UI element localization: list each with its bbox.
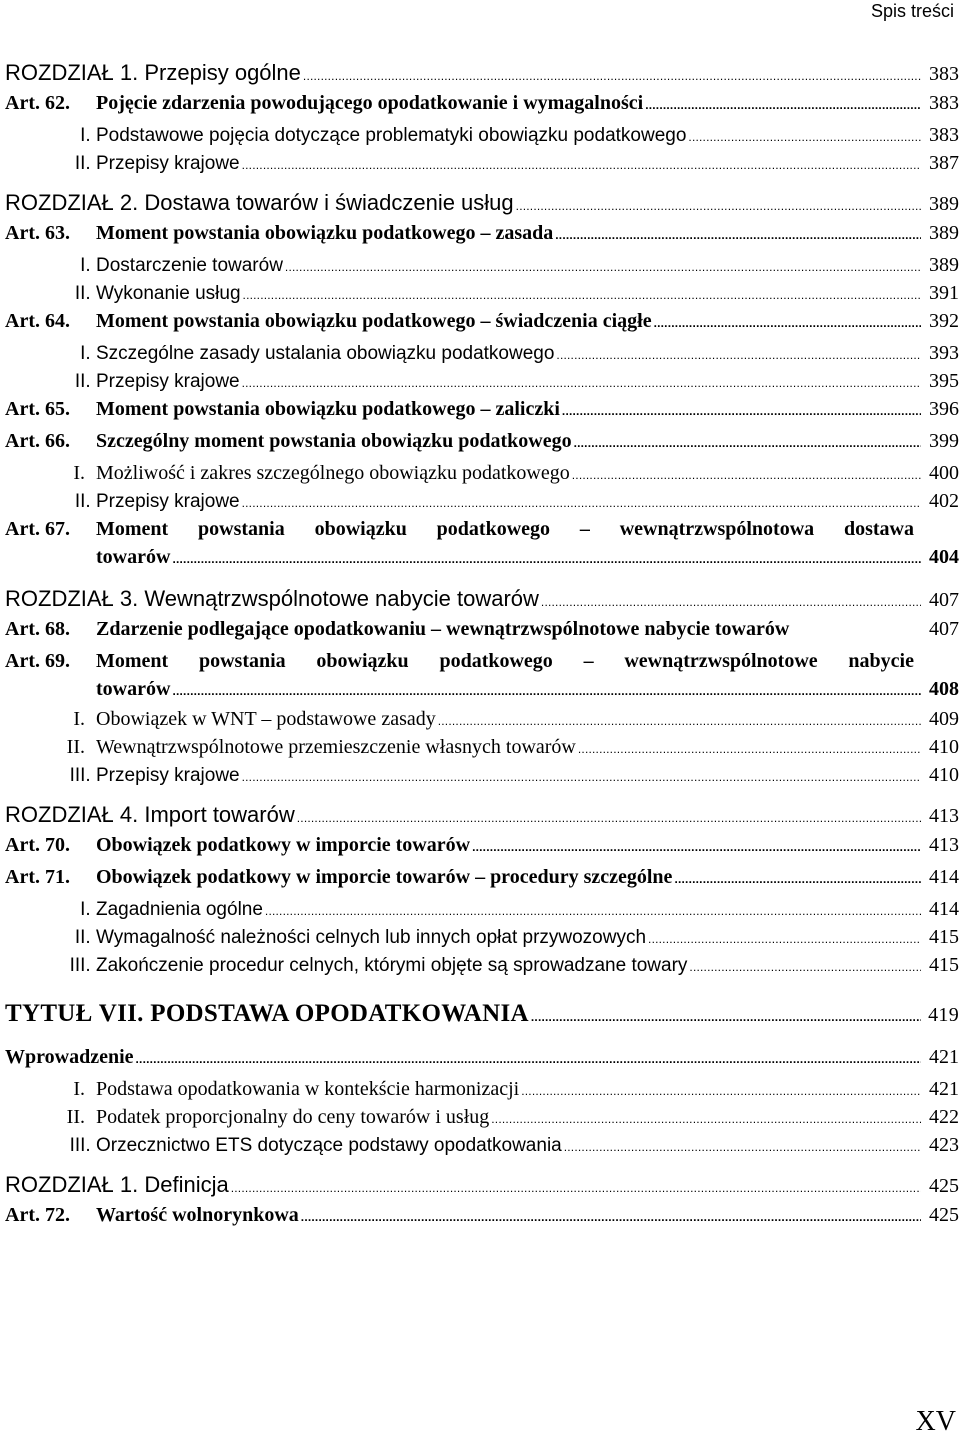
section-number: II. [66, 1106, 85, 1128]
dot-leader [521, 1084, 921, 1098]
table-of-contents [5, 60, 960, 1236]
entry-title: ROZDZIAŁ 2. Dostawa towarów i świadczenie usług [5, 190, 514, 215]
entry-title: Przepisy krajowe [96, 765, 240, 786]
section-number: III. [69, 765, 91, 786]
article-number: Art. 64. [5, 310, 70, 332]
dot-leader [285, 260, 921, 274]
page-ref: 402 [929, 490, 959, 512]
article-number: Art. 71. [5, 866, 70, 888]
toc-entry-section[interactable] [5, 1106, 959, 1134]
page-ref: 391 [929, 282, 959, 304]
page-ref: 396 [929, 398, 959, 420]
page-ref: 407 [929, 589, 959, 611]
page-ref: 389 [929, 254, 959, 276]
dot-leader [562, 404, 921, 418]
article-number: Art. 68. [5, 618, 70, 640]
section-number-cell [5, 343, 96, 365]
toc-entry-section[interactable] [5, 1134, 959, 1162]
section-number-cell [5, 899, 96, 921]
entry-title: ROZDZIAŁ 1. Definicja [5, 1172, 229, 1197]
dot-leader [472, 840, 921, 854]
section-number-cell [5, 955, 96, 977]
entry-title: Moment powstania obowiązku podatkowego – świadczenia ciągłe [96, 310, 652, 332]
toc-entry-section[interactable] [5, 370, 959, 398]
section-number: II. [74, 283, 91, 304]
toc-entry-chapter[interactable] [5, 1172, 959, 1204]
entry-title: ROZDZIAŁ 3. Wewnątrzwspólnotowe nabycie towarów [5, 586, 539, 611]
section-number-cell [5, 1106, 96, 1129]
page-ref: 414 [929, 898, 959, 920]
dot-leader [242, 770, 921, 784]
page-ref: 415 [929, 926, 959, 948]
dot-leader [555, 228, 921, 242]
section-number: II. [74, 927, 91, 948]
toc-entry-article[interactable] [5, 92, 959, 124]
entry-title: Obowiązek podatkowy w imporcie towarów – procedury szczególne [96, 866, 673, 888]
dot-leader [242, 376, 921, 390]
toc-entry-section[interactable] [5, 124, 959, 152]
running-header: Spis treści [870, 1, 954, 21]
entry-title: Moment powstania obowiązku podatkowego – wewnątrzwspólnotowa dostawa [96, 518, 914, 540]
section-number: I. [73, 462, 85, 484]
section-number-cell [5, 736, 96, 759]
page-ref: 414 [929, 866, 959, 888]
toc-entry-article[interactable] [5, 430, 959, 462]
toc-entry-article[interactable] [5, 518, 960, 576]
dot-leader [645, 98, 921, 112]
section-number-cell [5, 153, 96, 175]
section-number-cell [5, 927, 96, 949]
section-number-cell [5, 371, 96, 393]
spacer [5, 576, 960, 586]
toc-entry-chapter[interactable] [5, 802, 959, 834]
dot-leader [556, 348, 921, 362]
article-number: Art. 62. [5, 92, 70, 114]
section-number-cell [5, 255, 96, 277]
entry-title-continued: towarów [96, 546, 171, 568]
page-ref: 395 [929, 370, 959, 392]
toc-entry-section[interactable] [5, 490, 959, 518]
entry-title: Obowiązek podatkowy w imporcie towarów [96, 834, 471, 856]
dot-leader [242, 158, 921, 172]
dot-leader [172, 684, 921, 698]
toc-entry-section[interactable] [5, 282, 959, 310]
entry-title: Zagadnienia ogólne [96, 899, 263, 920]
page-ref: 423 [929, 1134, 959, 1156]
section-number-cell [5, 283, 96, 305]
section-number-cell [5, 1078, 96, 1101]
dot-leader [243, 288, 921, 302]
entry-title: Dostarczenie towarów [96, 255, 283, 276]
dot-leader [303, 69, 921, 83]
page-ref: 400 [929, 462, 959, 484]
toc-entry-section[interactable] [5, 764, 959, 792]
toc-entry-article[interactable] [5, 866, 959, 898]
spacer [5, 982, 960, 1000]
dot-leader [438, 714, 921, 728]
section-number-cell [5, 1135, 96, 1157]
entry-title: Podatek proporcjonalny do ceny towarów i usług [96, 1106, 490, 1128]
section-number: II. [66, 736, 85, 758]
section-number: III. [69, 955, 91, 976]
toc-entry-section[interactable] [5, 926, 959, 954]
page-number: XV [915, 1406, 956, 1437]
toc-entry-article[interactable] [5, 1204, 959, 1236]
article-number: Art. 72. [5, 1204, 70, 1226]
spacer [5, 1162, 960, 1172]
toc-entry-section[interactable] [5, 898, 959, 926]
entry-title: Pojęcie zdarzenia powodującego opodatkowanie i wymagalności [96, 92, 644, 114]
section-number-cell [5, 765, 96, 787]
section-number: III. [69, 1135, 91, 1156]
page-ref: 399 [929, 430, 959, 452]
page-ref: 383 [929, 63, 959, 85]
toc-entry-section[interactable] [5, 342, 959, 370]
toc-entry-section[interactable] [5, 708, 959, 736]
page-ref: 387 [929, 152, 959, 174]
page-ref: 393 [929, 342, 959, 364]
dot-leader [578, 742, 921, 756]
article-number: Art. 70. [5, 834, 70, 856]
page-ref: 425 [929, 1204, 959, 1226]
section-number: I. [73, 1078, 85, 1100]
dot-leader [688, 130, 921, 144]
entry-title: Przepisy krajowe [96, 371, 240, 392]
section-number: I. [80, 343, 91, 364]
toc-entry-article[interactable] [5, 398, 959, 430]
page-ref: 422 [929, 1106, 959, 1128]
toc-entry-section[interactable] [5, 954, 959, 982]
dot-leader [136, 1052, 921, 1066]
section-number-cell [5, 125, 96, 147]
entry-title: Moment powstania obowiązku podatkowego – zaliczki [96, 398, 560, 420]
page-ref: 421 [929, 1078, 959, 1100]
entry-title: Przepisy krajowe [96, 153, 240, 174]
page-ref: 410 [929, 736, 959, 758]
entry-title: Moment powstania obowiązku podatkowego – wewnątrzwspólnotowe nabycie [96, 650, 914, 672]
entry-title: ROZDZIAŁ 1. Przepisy ogólne [5, 60, 301, 85]
toc-entry-title[interactable] [5, 1000, 959, 1040]
section-number: I. [80, 899, 91, 920]
section-number: II. [74, 491, 91, 512]
dot-leader [541, 595, 921, 609]
entry-title: Wprowadzenie [5, 1046, 134, 1068]
page-ref: 389 [929, 193, 959, 215]
entry-title: TYTUŁ VII. PODSTAWA OPODATKOWANIA [5, 1000, 529, 1027]
entry-title: Moment powstania obowiązku podatkowego – zasada [96, 222, 554, 244]
entry-title: Zdarzenie podlegające opodatkowaniu – wewnątrzwspólnotowe nabycie towarów [96, 618, 790, 640]
page-ref: 409 [929, 708, 959, 730]
toc-entry-article[interactable] [5, 310, 959, 342]
page-ref: 392 [929, 310, 959, 332]
article-number: Art. 66. [5, 430, 70, 452]
dot-leader [301, 1210, 921, 1224]
dot-leader [231, 1181, 921, 1195]
entry-title: Możliwość i zakres szczególnego obowiązku podatkowego [96, 462, 570, 484]
page-ref: 415 [929, 954, 959, 976]
page-ref: 425 [929, 1175, 959, 1197]
dot-leader [654, 316, 921, 330]
spacer [5, 180, 960, 190]
section-number-cell [5, 708, 96, 731]
toc-entry-article[interactable] [5, 618, 959, 650]
page-ref: 404 [929, 546, 959, 568]
dot-leader [572, 468, 921, 482]
section-number: I. [73, 708, 85, 730]
entry-title: Podstawa opodatkowania w kontekście harmonizacji [96, 1078, 520, 1100]
entry-title: Orzecznictwo ETS dotyczące podstawy opodatkowania [96, 1135, 562, 1156]
entry-title: Zakończenie procedur celnych, którymi objęte są sprowadzane towary [96, 955, 688, 976]
page-ref: 410 [929, 764, 959, 786]
entry-title: Przepisy krajowe [96, 491, 240, 512]
toc-entry-chapter[interactable] [5, 60, 959, 92]
toc-entry-section[interactable] [5, 736, 959, 764]
dot-leader [674, 872, 921, 886]
dot-leader [242, 496, 921, 510]
entry-title-continued: towarów [96, 678, 171, 700]
toc-entry-article[interactable] [5, 650, 960, 708]
dot-leader [564, 1140, 921, 1154]
dot-leader [297, 811, 921, 825]
article-number: Art. 67. [5, 518, 70, 540]
entry-title: Obowiązek w WNT – podstawowe zasady [96, 708, 436, 730]
entry-title: Wewnątrzwspólnotowe przemieszczenie własnych towarów [96, 736, 576, 758]
article-number: Art. 63. [5, 222, 70, 244]
article-number: Art. 65. [5, 398, 70, 420]
toc-entry-section[interactable] [5, 254, 959, 282]
entry-title: Szczególne zasady ustalania obowiązku podatkowego [96, 343, 555, 364]
section-number-cell [5, 491, 96, 513]
toc-entry-section[interactable] [5, 1078, 959, 1106]
page-ref: 421 [929, 1046, 959, 1068]
toc-entry-section[interactable] [5, 462, 959, 490]
page-ref: 383 [929, 124, 959, 146]
toc-entry-article[interactable] [5, 222, 959, 254]
toc-entry-chapter[interactable] [5, 190, 959, 222]
dot-leader [531, 1010, 921, 1024]
article-number: Art. 69. [5, 650, 70, 672]
toc-entry-section[interactable] [5, 152, 959, 180]
page-ref: 419 [928, 1004, 959, 1026]
section-number: II. [74, 153, 91, 174]
entry-title: Szczególny moment powstania obowiązku podatkowego [96, 430, 572, 452]
page-ref: 408 [929, 678, 959, 700]
entry-title: Podstawowe pojęcia dotyczące problematyki obowiązku podatkowego [96, 125, 687, 146]
entry-title: ROZDZIAŁ 4. Import towarów [5, 802, 295, 827]
toc-entry-chapter[interactable] [5, 586, 959, 618]
dot-leader [516, 199, 921, 213]
section-number: I. [80, 125, 91, 146]
entry-title: Wykonanie usług [96, 283, 241, 304]
entry-title: Wartość wolnorynkowa [96, 1204, 299, 1226]
toc-entry-article[interactable] [5, 834, 959, 866]
section-number: II. [74, 371, 91, 392]
dot-leader [491, 1112, 921, 1126]
section-number: I. [80, 255, 91, 276]
page-ref: 413 [929, 834, 959, 856]
page-ref: 383 [929, 92, 959, 114]
page-ref: 413 [929, 805, 959, 827]
spacer [5, 792, 960, 802]
dot-leader [172, 552, 921, 566]
section-number-cell [5, 462, 96, 485]
dot-leader [648, 932, 921, 946]
dot-leader [265, 904, 921, 918]
dot-leader [689, 960, 921, 974]
page-ref: 389 [929, 222, 959, 244]
toc-entry-introduction[interactable] [5, 1046, 959, 1078]
dot-leader [574, 436, 921, 450]
page-ref: 407 [929, 618, 959, 640]
entry-title: Wymagalność należności celnych lub innych opłat przywozowych [96, 927, 647, 948]
